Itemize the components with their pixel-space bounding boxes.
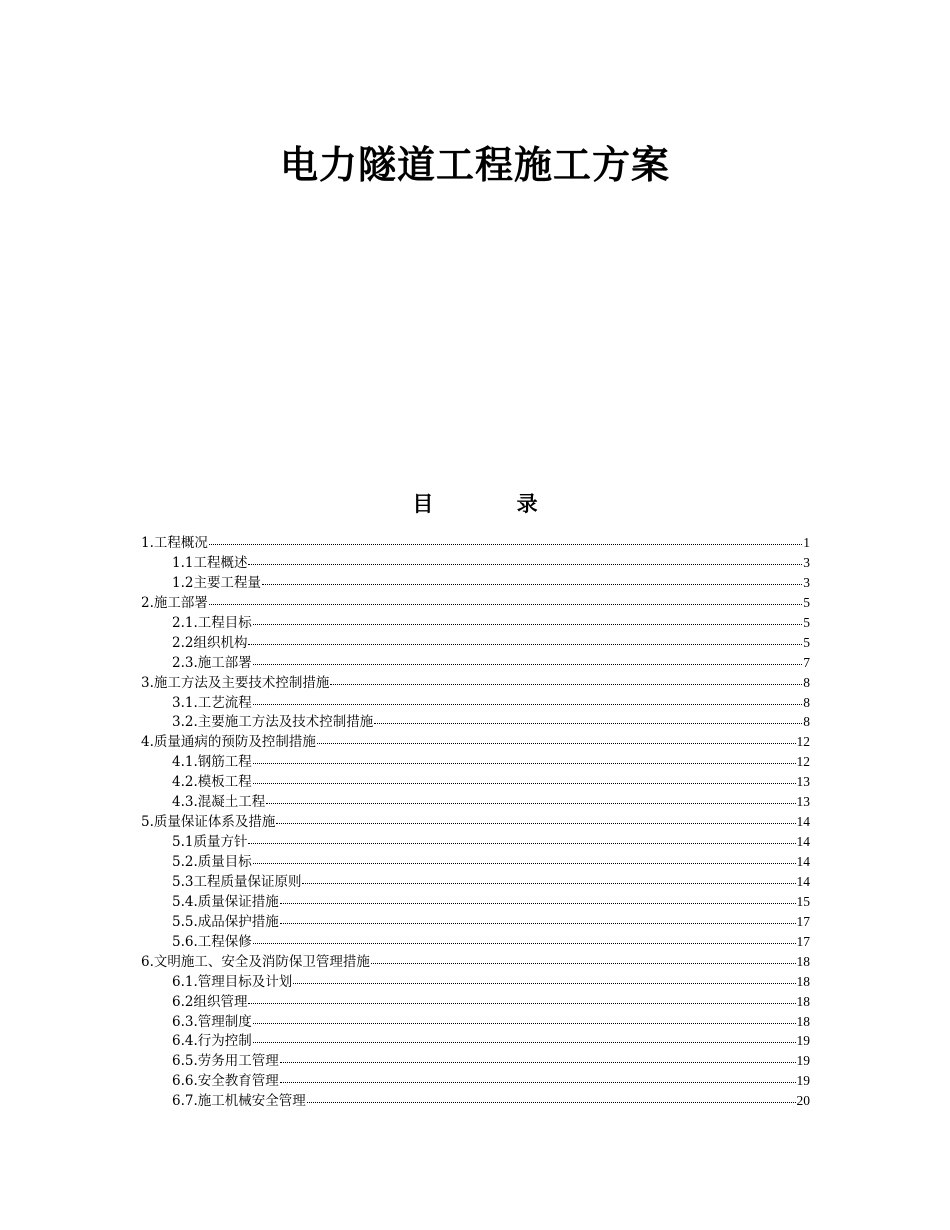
- toc-page-number: 13: [796, 794, 810, 810]
- toc-subsection-entry[interactable]: [141, 1012, 810, 1032]
- toc-entry-label: 2.施工部署: [141, 594, 208, 611]
- toc-dot-leader: [280, 911, 796, 924]
- toc-subsection-entry[interactable]: [141, 1071, 810, 1091]
- toc-entry-label: 5.1质量方针: [172, 834, 248, 851]
- toc-entry-label: 5.6.工程保修: [172, 933, 252, 950]
- toc-subsection-entry[interactable]: [141, 1051, 810, 1071]
- toc-entry-label: 6.6.安全教育管理: [172, 1073, 279, 1090]
- toc-page-number: 14: [796, 814, 810, 830]
- toc-dot-leader: [280, 891, 796, 904]
- toc-dot-leader: [248, 552, 802, 565]
- toc-dot-leader: [253, 851, 796, 864]
- toc-entry-label: 1.工程概况: [141, 535, 208, 551]
- toc-heading: 目 录: [412, 492, 576, 516]
- toc-dot-leader: [248, 831, 795, 844]
- toc-entry-label: 4.3.混凝土工程: [172, 794, 266, 811]
- toc-dot-leader: [280, 1050, 796, 1063]
- toc-dot-leader: [302, 871, 795, 884]
- toc-page-number: 12: [796, 734, 810, 750]
- toc-entry-label: 4.质量通病的预防及控制措施: [141, 734, 316, 751]
- toc-page-number: 18: [796, 953, 810, 969]
- toc-entry-label: 3.2.主要施工方法及技术控制措施: [172, 714, 374, 731]
- toc-dot-leader: [371, 951, 796, 964]
- toc-subsection-entry[interactable]: [141, 653, 810, 673]
- toc-entry-label: 6.文明施工、安全及消防保卫管理措施: [141, 953, 370, 970]
- toc-entry-label: 1.2主要工程量: [172, 574, 261, 591]
- document-title: 电力隧道工程施工方案: [279, 143, 670, 188]
- toc-page-number: 12: [796, 754, 810, 770]
- toc-dot-leader: [253, 692, 802, 705]
- toc-subsection-entry[interactable]: [141, 1091, 810, 1111]
- toc-subsection-entry[interactable]: [141, 573, 810, 593]
- toc-page-number: 5: [803, 634, 810, 650]
- toc-subsection-entry[interactable]: [141, 1031, 810, 1051]
- toc-section-entry[interactable]: [141, 533, 810, 553]
- toc-page-number: 20: [796, 1093, 810, 1109]
- toc-page-number: 3: [803, 574, 810, 590]
- table-of-contents: [141, 533, 810, 1111]
- toc-dot-leader: [209, 592, 802, 605]
- toc-page-number: 1: [803, 535, 810, 550]
- toc-page-number: 13: [796, 774, 810, 790]
- toc-section-entry[interactable]: [141, 732, 810, 752]
- toc-page-number: 14: [796, 854, 810, 869]
- toc-page-number: 14: [796, 834, 810, 850]
- toc-subsection-entry[interactable]: [141, 613, 810, 633]
- toc-entry-label: 6.1.管理目标及计划: [172, 973, 293, 990]
- toc-dot-leader: [266, 791, 795, 804]
- toc-subsection-entry[interactable]: [141, 772, 810, 792]
- toc-dot-leader: [330, 672, 802, 685]
- toc-dot-leader: [317, 731, 796, 744]
- toc-entry-label: 2.3.施工部署: [172, 654, 252, 671]
- toc-dot-leader: [253, 1011, 796, 1024]
- toc-entry-label: 6.2组织管理: [172, 993, 248, 1010]
- toc-subsection-entry[interactable]: [141, 892, 810, 912]
- toc-entry-label: 4.2.模板工程: [172, 774, 252, 791]
- toc-page-number: 8: [803, 714, 810, 730]
- toc-subsection-entry[interactable]: [141, 553, 810, 573]
- toc-dot-leader: [262, 572, 802, 585]
- toc-dot-leader: [293, 971, 795, 984]
- toc-dot-leader: [253, 612, 802, 625]
- toc-entry-label: 6.4.行为控制: [172, 1033, 252, 1050]
- toc-page-number: 18: [796, 993, 810, 1009]
- toc-page-number: 19: [796, 1053, 810, 1069]
- toc-section-entry[interactable]: [141, 812, 810, 832]
- toc-entry-label: 6.3.管理制度: [172, 1013, 252, 1030]
- toc-subsection-entry[interactable]: [141, 832, 810, 852]
- toc-subsection-entry[interactable]: [141, 712, 810, 732]
- toc-dot-leader: [280, 1070, 796, 1083]
- toc-entry-label: 2.1.工程目标: [172, 614, 252, 631]
- toc-entry-label: 4.1.钢筋工程: [172, 754, 252, 771]
- toc-page-number: 19: [796, 1033, 810, 1049]
- toc-entry-label: 1.1工程概述: [172, 554, 248, 571]
- toc-page-number: 5: [803, 614, 810, 630]
- toc-page-number: 17: [796, 933, 810, 949]
- toc-subsection-entry[interactable]: [141, 872, 810, 892]
- toc-subsection-entry[interactable]: [141, 852, 810, 872]
- toc-subsection-entry[interactable]: [141, 752, 810, 772]
- toc-section-entry[interactable]: [141, 593, 810, 613]
- toc-page-number: 5: [803, 594, 810, 610]
- toc-entry-label: 5.质量保证体系及措施: [141, 814, 276, 831]
- toc-page-number: 8: [803, 674, 810, 690]
- toc-section-entry[interactable]: [141, 952, 810, 972]
- toc-dot-leader: [276, 811, 795, 824]
- toc-dot-leader: [253, 652, 802, 665]
- toc-dot-leader: [253, 931, 796, 944]
- toc-subsection-entry[interactable]: [141, 633, 810, 653]
- toc-entry-label: 6.5.劳务用工管理: [172, 1053, 279, 1070]
- toc-entry-label: 3.施工方法及主要技术控制措施: [141, 674, 330, 691]
- toc-subsection-entry[interactable]: [141, 912, 810, 932]
- toc-page-number: 18: [796, 973, 810, 989]
- toc-entry-label: 5.4.质量保证措施: [172, 893, 279, 910]
- toc-page-number: 19: [796, 1073, 810, 1089]
- toc-page-number: 17: [796, 913, 810, 929]
- toc-subsection-entry[interactable]: [141, 932, 810, 952]
- toc-subsection-entry[interactable]: [141, 992, 810, 1012]
- toc-entry-label: 5.2.质量目标: [172, 854, 252, 870]
- toc-entry-label: 5.5.成品保护措施: [172, 913, 279, 930]
- toc-entry-label: 2.2组织机构: [172, 634, 248, 651]
- toc-dot-leader: [248, 991, 795, 1004]
- toc-subsection-entry[interactable]: [141, 792, 810, 812]
- toc-subsection-entry[interactable]: [141, 693, 810, 713]
- toc-entry-label: 3.1.工艺流程: [172, 694, 252, 711]
- toc-dot-leader: [253, 771, 796, 784]
- toc-dot-leader: [307, 1090, 796, 1103]
- toc-page-number: 8: [803, 694, 810, 710]
- toc-entry-label: 5.3工程质量保证原则: [172, 873, 302, 890]
- toc-page-number: 14: [796, 873, 810, 889]
- toc-entry-label: 6.7.施工机械安全管理: [172, 1093, 306, 1110]
- toc-page-number: 3: [803, 554, 810, 570]
- toc-dot-leader: [253, 1030, 796, 1043]
- toc-dot-leader: [248, 632, 802, 645]
- toc-page-number: 18: [796, 1013, 810, 1029]
- toc-dot-leader: [209, 532, 802, 545]
- toc-page-number: 7: [803, 654, 810, 670]
- toc-subsection-entry[interactable]: [141, 972, 810, 992]
- toc-dot-leader: [253, 751, 796, 764]
- toc-page-number: 15: [796, 893, 810, 909]
- toc-section-entry[interactable]: [141, 673, 810, 693]
- toc-dot-leader: [374, 711, 802, 724]
